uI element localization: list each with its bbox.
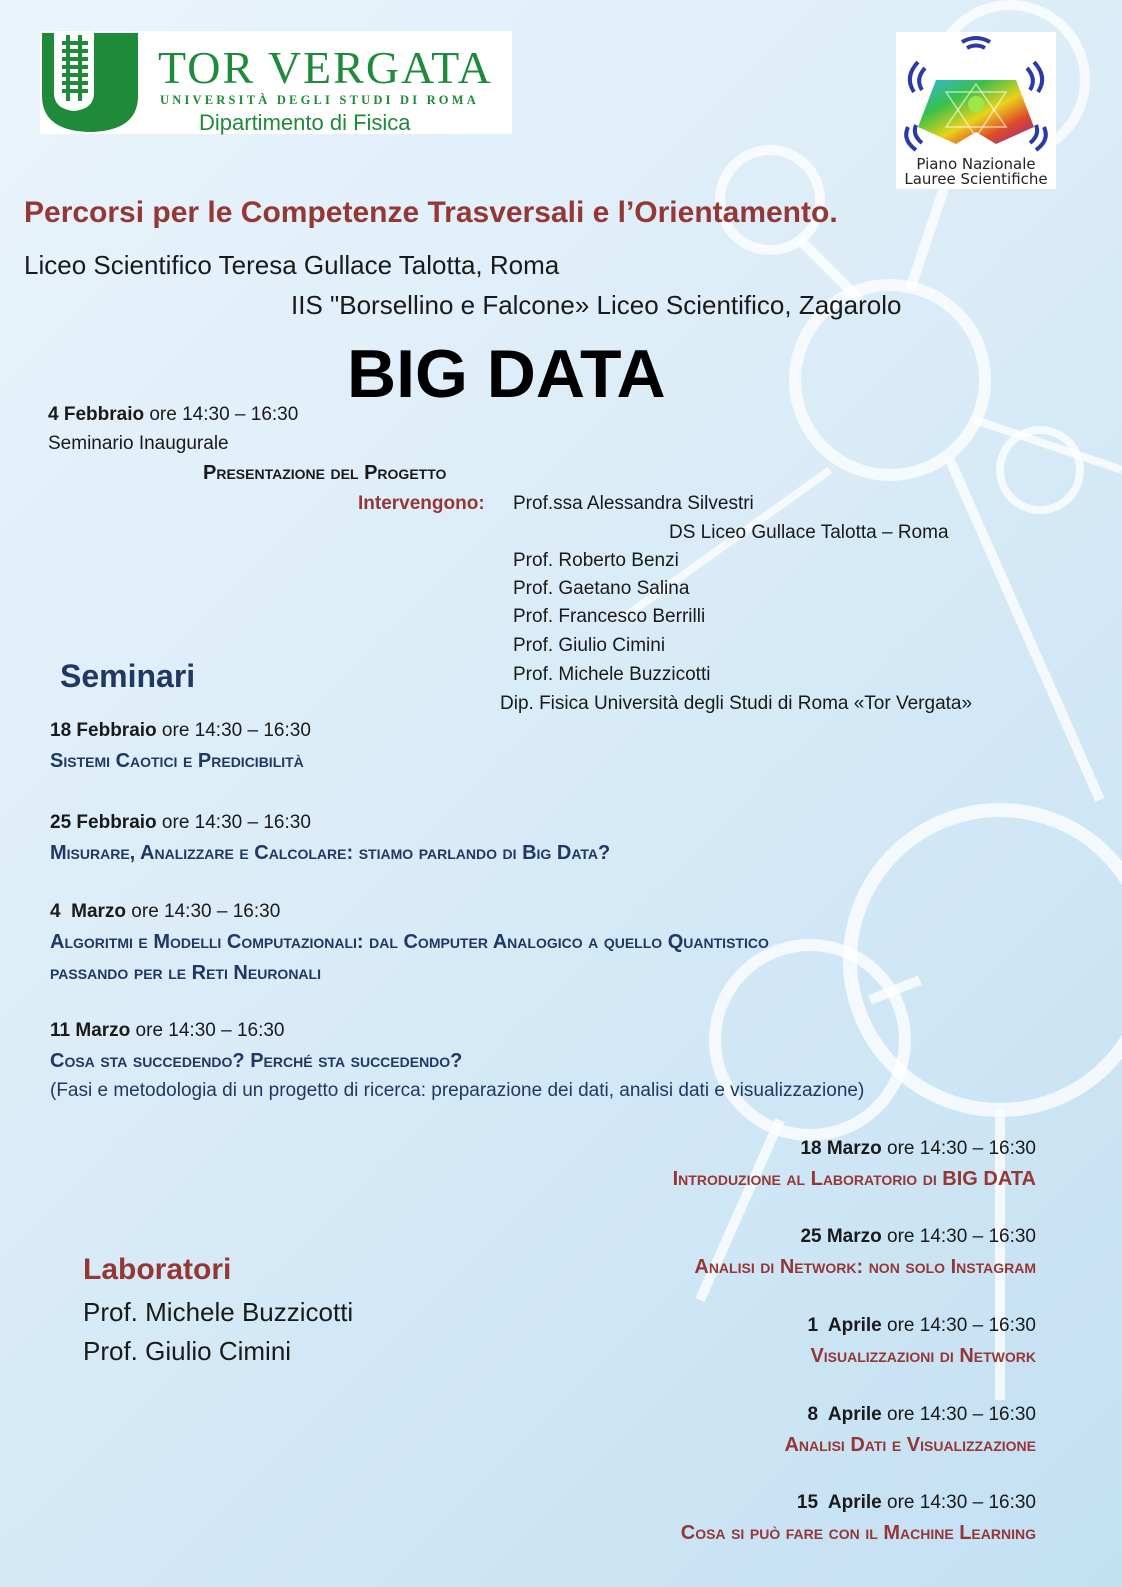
seminar-date: 4 Marzo: [50, 901, 127, 922]
seminar-title: Sistemi Caotici e Predicibilità: [50, 750, 304, 772]
speaker-item: Dip. Fisica Università degli Studi di Roma «Tor Vergata»: [500, 693, 973, 714]
speaker-item: Prof. Roberto Benzi: [513, 550, 679, 571]
department-name: Dipartimento di Fisica: [199, 110, 411, 135]
lab-date: 1 Aprile: [807, 1315, 882, 1336]
lab-teacher: Prof. Giulio Cimini: [83, 1336, 292, 1366]
speaker-item: Prof. Michele Buzzicotti: [513, 664, 711, 685]
pls-line1: Piano Nazionale: [916, 155, 1036, 173]
lab-time: ore 14:30 – 16:30: [881, 1492, 1036, 1513]
lab-title: Analisi Dati e Visualizzazione: [784, 1434, 1036, 1456]
seminar-datetime: [50, 1020, 285, 1042]
pls-logo: [896, 32, 1056, 189]
lab-date: 18 Marzo: [800, 1138, 882, 1159]
seminar-time: ore 14:30 – 16:30: [156, 720, 311, 741]
lab-title: Introduzione al Laboratorio di BIG DATA: [672, 1168, 1036, 1190]
lab-date: 25 Marzo: [800, 1226, 882, 1247]
seminar-datetime: [50, 901, 280, 923]
main-title: BIG DATA: [347, 336, 666, 412]
program-title: Percorsi per le Competenze Trasversali e l’Orientamento.: [24, 196, 838, 229]
tor-vergata-subtitle: UNIVERSITÀ DEGLI STUDI DI ROMA: [160, 93, 479, 107]
speaker-item: Prof. Giulio Cimini: [513, 635, 666, 656]
tor-vergata-name: TOR VERGATA: [158, 42, 493, 93]
laboratori-heading: Laboratori: [83, 1253, 232, 1286]
pls-line2: Lauree Scientifiche: [904, 170, 1048, 188]
speaker-item: Prof. Gaetano Salina: [513, 578, 690, 599]
seminar-time: ore 14:30 – 16:30: [130, 1020, 285, 1041]
inaugural-date: 4 Febbraio: [48, 404, 145, 425]
inaugural-time: ore 14:30 – 16:30: [144, 404, 299, 425]
seminar-time: ore 14:30 – 16:30: [156, 812, 311, 833]
lab-time: ore 14:30 – 16:30: [881, 1404, 1036, 1425]
lab-datetime: [800, 1226, 1036, 1248]
seminar-title: Misurare, Analizzare e Calcolare: stiamo parlando di Big Data?: [50, 842, 611, 864]
speakers-label: Intervengono:: [358, 493, 485, 514]
lab-title: Cosa si può fare con il Machine Learning: [680, 1522, 1036, 1544]
seminar-date: 11 Marzo: [50, 1020, 131, 1041]
seminar-date: 18 Febbraio: [50, 720, 157, 741]
inaugural-heading: Presentazione del Progetto: [203, 462, 447, 484]
seminar-title-line2: passando per le Reti Neuronali: [50, 962, 321, 984]
school-2: IIS "Borsellino e Falcone» Liceo Scientifico, Zagarolo: [291, 290, 902, 320]
lab-time: ore 14:30 – 16:30: [881, 1138, 1036, 1159]
lab-title: Analisi di Network: non solo Instagram: [694, 1256, 1036, 1278]
lab-datetime: [807, 1404, 1036, 1426]
speaker-item: Prof.ssa Alessandra Silvestri: [513, 493, 754, 514]
school-1: Liceo Scientifico Teresa Gullace Talotta, Roma: [24, 250, 560, 280]
seminar-datetime: [50, 720, 311, 742]
lab-time: ore 14:30 – 16:30: [881, 1315, 1036, 1336]
lab-datetime: [800, 1138, 1036, 1160]
lab-title: Visualizzazioni di Network: [810, 1345, 1036, 1367]
seminar-date: 25 Febbraio: [50, 812, 157, 833]
lab-date: 15 Aprile: [796, 1492, 882, 1513]
seminar-datetime: [50, 812, 311, 834]
speaker-item: DS Liceo Gullace Talotta – Roma: [669, 522, 949, 543]
speaker-item: Prof. Francesco Berrilli: [513, 606, 706, 627]
tor-vergata-logo: [40, 31, 512, 134]
seminari-heading: Seminari: [60, 658, 196, 694]
lab-teacher: Prof. Michele Buzzicotti: [83, 1297, 354, 1327]
tor-vergata-shield-icon: [40, 31, 140, 134]
inaugural-datetime: [48, 404, 298, 426]
seminar-time: ore 14:30 – 16:30: [126, 901, 281, 922]
lab-datetime: [807, 1315, 1036, 1337]
lab-datetime: [797, 1492, 1036, 1514]
seminar-title: Algoritmi e Modelli Computazionali: dal Computer Analogico a quello Quantistico: [50, 931, 769, 953]
lab-date: 8 Aprile: [807, 1404, 882, 1425]
inaugural-label: Seminario Inaugurale: [48, 433, 229, 454]
seminar-title: Cosa sta succedendo? Perché sta succedendo?: [50, 1050, 463, 1072]
seminar-note: (Fasi e metodologia di un progetto di ricerca: preparazione dei dati, analisi dati e visualizzazione): [50, 1080, 865, 1101]
lab-time: ore 14:30 – 16:30: [881, 1226, 1036, 1247]
